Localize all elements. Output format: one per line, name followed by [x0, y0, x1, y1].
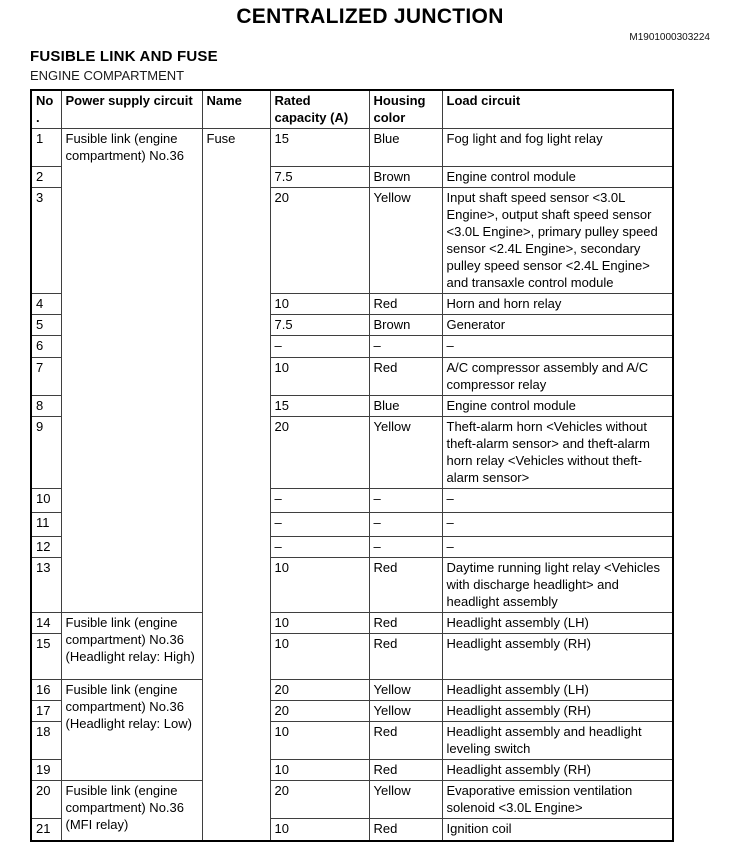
cell-no: 10: [31, 489, 61, 513]
cell-load-circuit: Evaporative emission ventilation solenoid <3.0L Engine>: [442, 781, 673, 819]
column-header-power-supply-circuit: Power supply circuit: [61, 90, 202, 129]
table-row: [31, 613, 673, 634]
cell-rated-capacity: 10: [270, 613, 369, 634]
cell-housing-color: Red: [369, 722, 442, 760]
cell-power-supply-circuit: Fusible link (engine compartment) No.36: [61, 129, 202, 613]
cell-rated-capacity: 20: [270, 701, 369, 722]
fuse-table: [30, 89, 674, 842]
cell-load-circuit: Fog light and fog light relay: [442, 129, 673, 167]
section-heading: FUSIBLE LINK AND FUSE: [30, 48, 218, 65]
cell-power-supply-circuit: Fusible link (engine compartment) No.36 (Headlight relay: Low): [61, 680, 202, 781]
cell-rated-capacity: 20: [270, 781, 369, 819]
cell-no: 9: [31, 417, 61, 489]
cell-load-circuit: –: [442, 489, 673, 513]
page-title: CENTRALIZED JUNCTION: [236, 5, 504, 28]
cell-load-circuit: Ignition coil: [442, 819, 673, 841]
cell-no: 6: [31, 336, 61, 358]
column-header-no: No.: [31, 90, 61, 129]
cell-housing-color: Yellow: [369, 680, 442, 701]
table-header-row: [31, 90, 673, 129]
cell-power-supply-circuit: Fusible link (engine compartment) No.36 (Headlight relay: High): [61, 613, 202, 680]
cell-no: 15: [31, 634, 61, 680]
cell-no: 12: [31, 537, 61, 558]
cell-rated-capacity: 10: [270, 294, 369, 315]
cell-load-circuit: Headlight assembly (RH): [442, 701, 673, 722]
cell-load-circuit: Engine control module: [442, 167, 673, 188]
cell-no: 2: [31, 167, 61, 188]
cell-load-circuit: Headlight assembly (LH): [442, 680, 673, 701]
cell-load-circuit: Theft-alarm horn <Vehicles without theft-alarm sensor> and theft-alarm horn relay <Vehicles without theft-alarm sensor>: [442, 417, 673, 489]
cell-rated-capacity: 20: [270, 417, 369, 489]
cell-load-circuit: Headlight assembly (RH): [442, 760, 673, 781]
cell-housing-color: Yellow: [369, 417, 442, 489]
cell-housing-color: –: [369, 513, 442, 537]
cell-load-circuit: –: [442, 513, 673, 537]
cell-no: 7: [31, 358, 61, 396]
table-row: [31, 129, 673, 167]
cell-rated-capacity: 10: [270, 634, 369, 680]
column-header-housing-color: Housing color: [369, 90, 442, 129]
doc-code: M1901000303224: [629, 32, 710, 43]
cell-load-circuit: –: [442, 336, 673, 358]
cell-housing-color: Brown: [369, 315, 442, 336]
cell-housing-color: Yellow: [369, 781, 442, 819]
cell-rated-capacity: 10: [270, 760, 369, 781]
table-row: [31, 781, 673, 819]
cell-load-circuit: Generator: [442, 315, 673, 336]
cell-no: 20: [31, 781, 61, 819]
cell-housing-color: Red: [369, 358, 442, 396]
cell-rated-capacity: –: [270, 513, 369, 537]
cell-rated-capacity: 15: [270, 129, 369, 167]
cell-no: 8: [31, 396, 61, 417]
cell-no: 13: [31, 558, 61, 613]
cell-housing-color: –: [369, 537, 442, 558]
cell-load-circuit: Input shaft speed sensor <3.0L Engine>, output shaft speed sensor <3.0L Engine>, primary pulley speed sensor <2.4L Engine>, secondary pulley speed sensor <2.4L Engine> and transaxle control module: [442, 188, 673, 294]
cell-rated-capacity: 20: [270, 188, 369, 294]
cell-rated-capacity: 10: [270, 558, 369, 613]
cell-housing-color: Red: [369, 760, 442, 781]
cell-rated-capacity: –: [270, 336, 369, 358]
subsection-heading: ENGINE COMPARTMENT: [30, 68, 185, 83]
cell-rated-capacity: 7.5: [270, 167, 369, 188]
cell-no: 17: [31, 701, 61, 722]
cell-no: 11: [31, 513, 61, 537]
cell-rated-capacity: 7.5: [270, 315, 369, 336]
cell-housing-color: Yellow: [369, 701, 442, 722]
cell-load-circuit: Daytime running light relay <Vehicles with discharge headlight> and headlight assembly: [442, 558, 673, 613]
cell-rated-capacity: –: [270, 537, 369, 558]
cell-housing-color: Blue: [369, 129, 442, 167]
cell-no: 18: [31, 722, 61, 760]
column-header-rated-capacity: Rated capacity (A): [270, 90, 369, 129]
cell-housing-color: Blue: [369, 396, 442, 417]
cell-rated-capacity: 10: [270, 819, 369, 841]
cell-no: 16: [31, 680, 61, 701]
column-header-name: Name: [202, 90, 270, 129]
cell-load-circuit: Engine control module: [442, 396, 673, 417]
cell-rated-capacity: 10: [270, 358, 369, 396]
cell-housing-color: Yellow: [369, 188, 442, 294]
cell-name: Fuse: [202, 129, 270, 841]
cell-no: 21: [31, 819, 61, 841]
cell-rated-capacity: 10: [270, 722, 369, 760]
cell-load-circuit: Headlight assembly and headlight leveling switch: [442, 722, 673, 760]
cell-housing-color: Red: [369, 613, 442, 634]
cell-no: 4: [31, 294, 61, 315]
cell-housing-color: Brown: [369, 167, 442, 188]
cell-rated-capacity: –: [270, 489, 369, 513]
cell-load-circuit: –: [442, 537, 673, 558]
cell-power-supply-circuit: Fusible link (engine compartment) No.36 (MFI relay): [61, 781, 202, 841]
cell-no: 3: [31, 188, 61, 294]
cell-no: 5: [31, 315, 61, 336]
cell-housing-color: Red: [369, 634, 442, 680]
cell-no: 19: [31, 760, 61, 781]
cell-housing-color: –: [369, 489, 442, 513]
cell-load-circuit: Headlight assembly (LH): [442, 613, 673, 634]
cell-load-circuit: A/C compressor assembly and A/C compressor relay: [442, 358, 673, 396]
cell-rated-capacity: 20: [270, 680, 369, 701]
cell-rated-capacity: 15: [270, 396, 369, 417]
cell-load-circuit: Horn and horn relay: [442, 294, 673, 315]
cell-housing-color: –: [369, 336, 442, 358]
cell-housing-color: Red: [369, 819, 442, 841]
cell-load-circuit: Headlight assembly (RH): [442, 634, 673, 680]
table-row: [31, 680, 673, 701]
cell-housing-color: Red: [369, 558, 442, 613]
cell-housing-color: Red: [369, 294, 442, 315]
column-header-load-circuit: Load circuit: [442, 90, 673, 129]
cell-no: 14: [31, 613, 61, 634]
cell-no: 1: [31, 129, 61, 167]
